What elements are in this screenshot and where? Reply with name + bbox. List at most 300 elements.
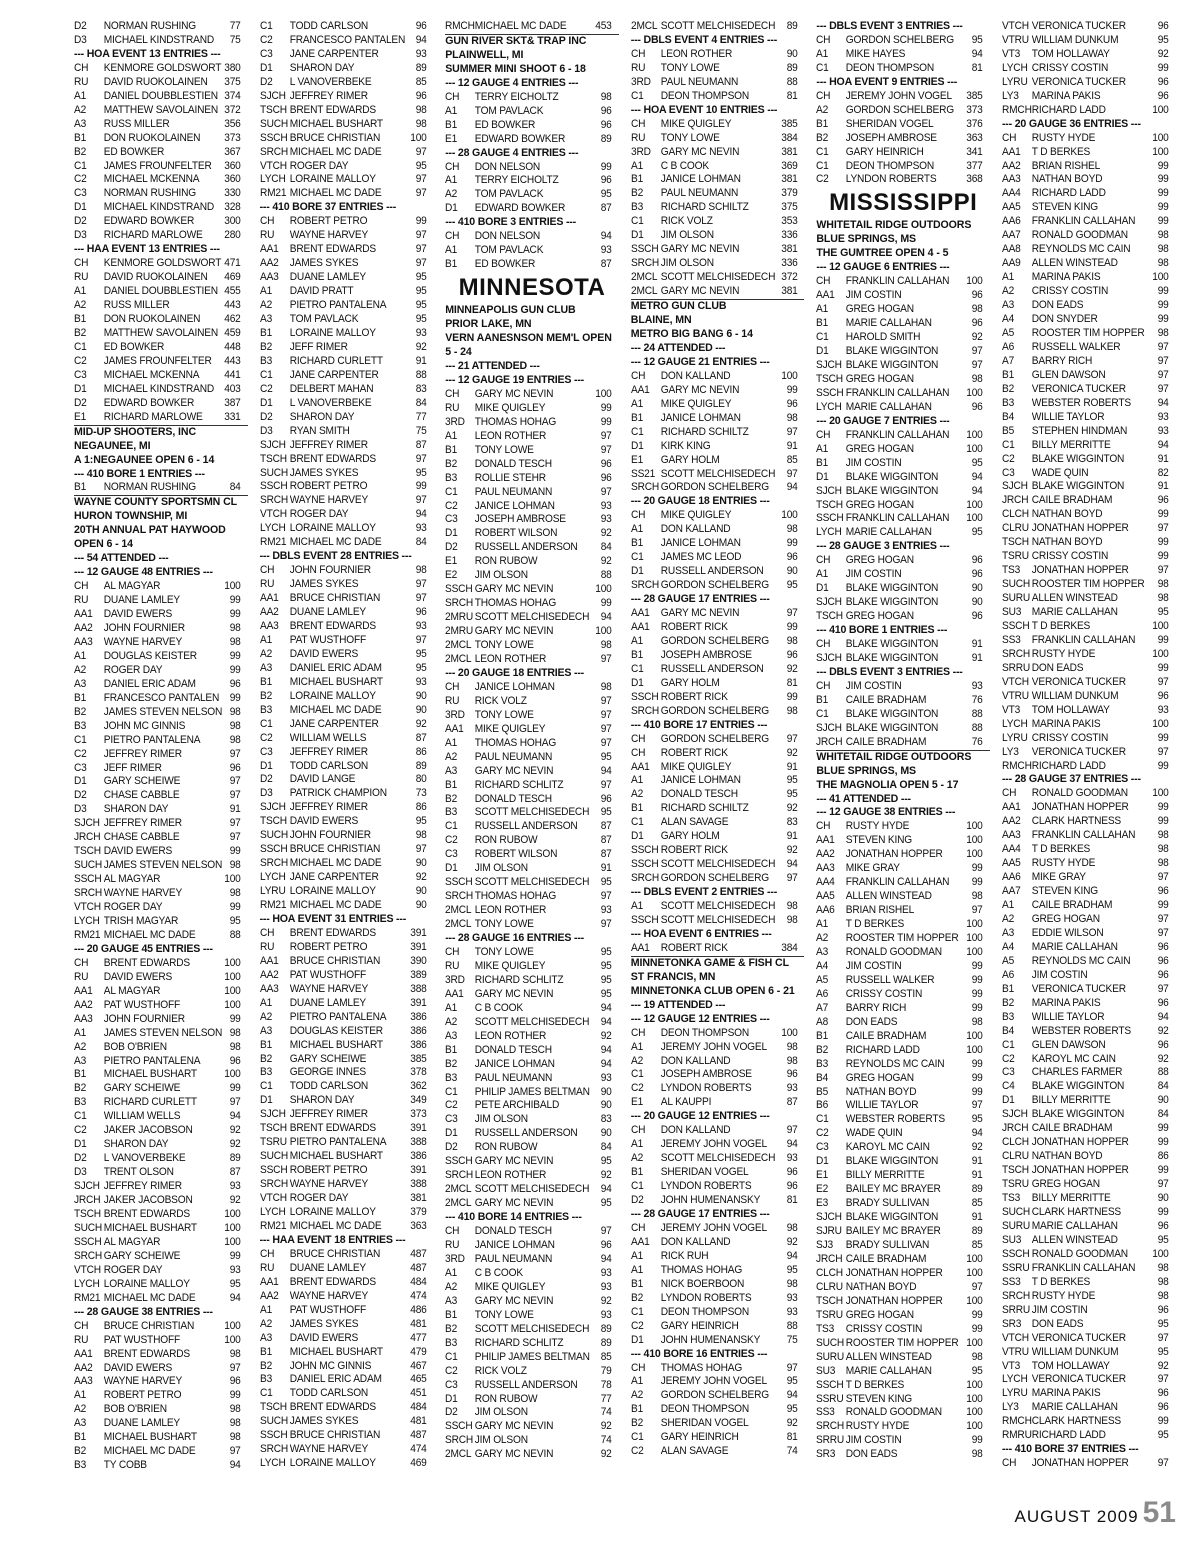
result-row — [260, 285, 427, 299]
shooter-name: DON SNYDER — [1031, 313, 1098, 326]
shooter-name: MARIE CALLAHAN — [1031, 1401, 1118, 1414]
score: 84 — [229, 481, 241, 494]
shooter-name: BRUCE CHRISTIAN — [289, 1429, 380, 1442]
shooter-name: RICHARD LADD — [1031, 187, 1106, 200]
shooter-name: JOHN HUMENANSKY — [660, 1333, 760, 1346]
shooter-name: ALLEN WINSTEAD — [1031, 592, 1118, 605]
score: 90 — [415, 899, 427, 912]
result-row — [445, 709, 612, 723]
event-header: --- 20 GAUGE 18 ENTRIES --- — [445, 666, 584, 679]
result-row — [631, 691, 798, 705]
score: 369 — [781, 159, 798, 172]
shooter-name: GORDON SCHELBERG — [660, 872, 769, 885]
score: 98 — [229, 705, 241, 718]
shooter-name: DAVID EWERS — [289, 1331, 358, 1344]
score: 75 — [229, 33, 241, 46]
class-code: B1 — [630, 1403, 643, 1416]
shooter-name: ED BOWKER — [474, 118, 536, 131]
class-code: D2 — [74, 396, 87, 409]
class-code: SSCH — [445, 876, 473, 889]
shooter-name: C B COOK — [474, 1001, 524, 1014]
score: 95 — [1157, 33, 1169, 46]
result-row — [260, 1457, 427, 1471]
shooter-name: TRISH MAGYAR — [103, 915, 179, 927]
class-code: AA1 — [259, 1275, 279, 1288]
class-code: A3 — [259, 1024, 272, 1037]
class-code: C2 — [1001, 452, 1015, 465]
result-row — [1002, 1373, 1169, 1387]
score: 94 — [972, 47, 984, 60]
result-row — [816, 1267, 983, 1281]
class-code: A1 — [630, 1040, 643, 1053]
class-code: C1 — [445, 1085, 458, 1098]
score: 99 — [786, 690, 798, 703]
class-code: A6 — [1001, 340, 1015, 353]
score: 386 — [409, 1038, 427, 1051]
score: 92 — [415, 871, 427, 884]
score: 95 — [415, 285, 427, 298]
shooter-name: RICK VOLZ — [474, 1364, 527, 1377]
shooter-name: BLAKE WIGGINTON — [1031, 480, 1125, 493]
result-row — [445, 1406, 612, 1420]
result-row — [816, 1002, 983, 1016]
results-column — [810, 20, 996, 1482]
class-code: SRCH — [259, 1443, 288, 1456]
result-row — [1002, 173, 1169, 187]
result-row — [74, 1055, 241, 1069]
score: 99 — [1157, 815, 1169, 828]
class-code: SJCH — [816, 1211, 843, 1224]
class-code: D1 — [445, 862, 458, 875]
class-code: C2 — [630, 1319, 644, 1332]
score: 81 — [786, 1431, 798, 1444]
class-code: TSRU — [1001, 550, 1029, 563]
score: 83 — [600, 1113, 612, 1126]
score: 90 — [415, 885, 427, 898]
score: 94 — [1157, 396, 1169, 409]
shooter-name: LYNDON ROBERTS — [660, 1180, 752, 1193]
score: 97 — [415, 843, 427, 856]
score: 95 — [1157, 606, 1169, 619]
score: 98 — [229, 1026, 241, 1039]
result-row — [631, 454, 798, 468]
result-row — [445, 890, 612, 904]
page-number: 51 — [1142, 1496, 1176, 1529]
result-row — [260, 564, 427, 578]
shooter-name: MICHAEL BUSHART — [289, 1038, 383, 1051]
score: 374 — [224, 89, 241, 102]
class-code: A6 — [816, 987, 829, 1000]
result-row — [1002, 1346, 1169, 1360]
shooter-name: TODD CARLSON — [289, 1080, 368, 1093]
score: 98 — [1157, 843, 1169, 856]
shooter-name: EDDIE WILSON — [1031, 926, 1104, 939]
issue-date: AUGUST 2009 — [1014, 1507, 1139, 1526]
class-code: B2 — [816, 131, 829, 144]
result-row — [816, 1211, 983, 1225]
shooter-name: JAMES MC LEOD — [660, 551, 742, 564]
class-code: VT3 — [1001, 47, 1021, 60]
score: 81 — [786, 1194, 798, 1207]
score: 84 — [600, 541, 612, 554]
shooter-name: DUANE LAMLEY — [289, 271, 366, 284]
event-header: --- 410 BORE 37 ENTRIES --- — [259, 201, 397, 214]
result-row — [260, 760, 427, 774]
result-row — [816, 443, 983, 457]
class-code: RM21 — [74, 928, 101, 941]
class-code: SJCH — [816, 596, 843, 609]
score: 84 — [415, 396, 427, 409]
score: 82 — [1157, 466, 1169, 479]
event-header: --- 28 GAUGE 3 ENTRIES --- — [816, 540, 950, 553]
shooter-name: LYNDON ROBERTS — [660, 1082, 752, 1095]
shooter-name: JEREMY JOHN VOGEL — [660, 1375, 767, 1388]
result-row — [1002, 732, 1169, 746]
score: 98 — [786, 634, 798, 647]
score: 99 — [229, 663, 241, 676]
shooter-name: WILLIAM WELLS — [289, 731, 366, 744]
result-row — [1002, 439, 1169, 453]
result-row — [631, 663, 798, 677]
result-row — [260, 243, 427, 257]
shooter-name: BLAKE WIGGINTON — [846, 1155, 939, 1168]
shooter-name: L VANOVERBEKE — [289, 75, 372, 88]
score: 89 — [786, 61, 798, 74]
result-row — [445, 388, 612, 402]
class-code: RU — [259, 578, 274, 591]
result-row — [1002, 1108, 1169, 1122]
result-row — [260, 620, 427, 634]
score: 91 — [972, 1211, 984, 1224]
shooter-name: GREG HOGAN — [846, 554, 915, 567]
shooter-name: JEFFREY RIMER — [103, 1180, 182, 1193]
result-row — [1002, 341, 1169, 355]
club-heading: A 1:NEGAUNEE OPEN 6 - 14 — [74, 453, 215, 466]
score: 99 — [786, 383, 798, 396]
score: 100 — [224, 1333, 241, 1346]
class-code: C3 — [816, 1141, 830, 1154]
result-row — [260, 815, 427, 829]
result-row — [74, 285, 241, 299]
score: 87 — [600, 258, 612, 271]
shooter-name: STEVEN KING — [846, 834, 913, 847]
result-row — [1002, 522, 1169, 536]
class-code: VTCH — [74, 1263, 101, 1276]
shooter-name: TOM HOLLAWAY — [1031, 47, 1110, 60]
result-row — [74, 1362, 241, 1376]
class-code: 2MCL — [445, 1197, 472, 1210]
result-row — [74, 1236, 241, 1250]
result-row — [260, 20, 427, 34]
shooter-name: BAILEY MC BRAYER — [846, 1183, 942, 1196]
class-code: AA9 — [1001, 257, 1021, 270]
class-code: JRCH — [816, 735, 843, 748]
shooter-name: ROOSTER TIM HOPPER — [1031, 578, 1145, 591]
score: 93 — [786, 1152, 798, 1165]
score: 100 — [966, 498, 984, 511]
result-row — [1002, 76, 1169, 90]
class-code: A2 — [259, 299, 272, 312]
result-row — [631, 1082, 798, 1096]
score: 98 — [1157, 578, 1169, 591]
score: 331 — [224, 410, 241, 423]
event-header: --- 12 GAUGE 4 ENTRIES --- — [445, 76, 579, 89]
shooter-name: DON RUOKOLAINEN — [103, 131, 201, 144]
result-row — [816, 1099, 983, 1113]
score: 97 — [415, 494, 427, 507]
score: 96 — [1157, 89, 1169, 102]
shooter-name: MIKE QUIGLEY — [660, 117, 732, 130]
shooter-name: DON KALLAND — [660, 1235, 731, 1248]
shooter-name: RON RUBOW — [474, 834, 538, 847]
class-code: C1 — [816, 707, 830, 720]
result-row — [1002, 606, 1169, 620]
result-row — [1002, 299, 1169, 313]
shooter-name: STEVEN KING — [1031, 885, 1098, 898]
score: 96 — [600, 457, 612, 470]
class-code: B1 — [74, 1431, 87, 1444]
shooter-name: JANE CARPENTER — [289, 717, 379, 730]
score: 86 — [415, 801, 427, 814]
score: 95 — [600, 1155, 612, 1168]
result-row — [816, 303, 983, 317]
shooter-name: ROBERT WILSON — [474, 527, 558, 540]
shooter-name: JIM OLSON — [660, 257, 714, 270]
class-code: LYCH — [1001, 717, 1028, 730]
result-row — [74, 775, 241, 789]
shooter-name: JONATHAN HOPPER — [1031, 564, 1129, 577]
shooter-name: PAUL NEUMANN — [474, 1071, 553, 1084]
class-code: SU3 — [1001, 1233, 1022, 1246]
shooter-name: NATHAN BOYD — [1031, 1150, 1103, 1163]
score: 373 — [224, 131, 241, 144]
class-code: B5 — [1001, 424, 1015, 437]
result-row — [74, 580, 241, 594]
class-code: D1 — [74, 382, 87, 395]
result-row — [445, 737, 612, 751]
shooter-name: BLAKE WIGGINTON — [1031, 1108, 1125, 1121]
shooter-name: BLAKE WIGGINTON — [846, 358, 939, 371]
score: 98 — [786, 1054, 798, 1067]
result-row — [631, 1403, 798, 1417]
result-row — [816, 1420, 983, 1434]
result-row — [445, 430, 612, 444]
shooter-name: BARRY RICH — [1031, 354, 1093, 367]
shooter-name: MICHAEL BUSHART — [289, 675, 383, 688]
event-header: --- 12 GAUGE 21 ENTRIES --- — [630, 355, 770, 368]
shooter-name: BLAKE WIGGINTON — [846, 721, 939, 734]
class-code: CLRU — [1001, 522, 1029, 535]
event-header: --- 12 GAUGE 38 ENTRIES --- — [816, 806, 956, 819]
event-header: --- HOA EVENT 10 ENTRIES --- — [630, 103, 778, 116]
score: 97 — [786, 467, 798, 480]
result-row — [260, 271, 427, 285]
class-code: C3 — [259, 47, 273, 60]
result-row — [816, 1072, 983, 1086]
result-row — [445, 806, 612, 820]
score: 95 — [600, 188, 612, 201]
class-code: SU3 — [816, 1364, 836, 1377]
shooter-name: RONALD GOODMAN — [1031, 229, 1128, 242]
score: 99 — [1157, 1122, 1169, 1135]
class-code: SRCH — [445, 1434, 474, 1447]
score: 95 — [600, 1197, 612, 1210]
shooter-name: JAMES STEVEN NELSON — [103, 1026, 223, 1039]
result-row — [1002, 313, 1169, 327]
score: 98 — [1157, 326, 1169, 339]
result-row — [74, 1278, 241, 1292]
score: 95 — [972, 1364, 984, 1377]
score: 384 — [781, 131, 798, 144]
shooter-name: JAMES FROUNFELTER — [103, 354, 212, 367]
result-row — [260, 146, 427, 160]
score: 97 — [229, 747, 241, 760]
class-code: CH — [445, 680, 460, 693]
shooter-name: MICHAEL KINDSTRAND — [103, 201, 215, 214]
class-code: CH — [259, 926, 274, 939]
shooter-name: GARY MC NEVIN — [660, 607, 740, 620]
score: 99 — [600, 415, 612, 428]
shooter-name: TONY LOWE — [474, 918, 534, 931]
score: 90 — [415, 703, 427, 716]
result-row — [631, 1096, 798, 1110]
shooter-name: TODD CARLSON — [289, 1387, 368, 1400]
shooter-name: SCOTT MELCHISEDECH — [660, 900, 776, 913]
score: 455 — [224, 285, 241, 298]
shooter-name: TODD CARLSON — [289, 759, 368, 772]
shooter-name: RICHARD MARLOWE — [103, 410, 203, 423]
result-row — [631, 1124, 798, 1138]
shooter-name: JANICE LOHMAN — [474, 680, 555, 693]
score: 481 — [409, 1317, 427, 1330]
score: 390 — [409, 954, 427, 967]
score: 85 — [972, 1239, 984, 1252]
class-code: CH — [816, 275, 831, 288]
shooter-name: GARY HOLM — [660, 676, 720, 689]
score: 330 — [224, 187, 241, 200]
result-row — [260, 1262, 427, 1276]
class-code: B1 — [630, 173, 643, 186]
result-row — [445, 416, 612, 430]
score: 98 — [1157, 243, 1169, 256]
shooter-name: JAMES SYKES — [289, 1415, 358, 1428]
score: 98 — [1157, 829, 1169, 842]
result-row — [260, 453, 427, 467]
result-row — [631, 285, 798, 299]
result-row — [260, 1360, 427, 1374]
class-code: LYCH — [259, 1206, 286, 1219]
score: 93 — [415, 522, 427, 535]
result-row — [445, 541, 612, 555]
result-row — [74, 397, 241, 411]
shooter-name: TOM HOLLAWAY — [1031, 703, 1110, 716]
shooter-name: BRUCE CHRISTIAN — [289, 843, 380, 856]
result-row — [631, 62, 798, 76]
score: 479 — [409, 1345, 427, 1358]
class-code: C2 — [259, 731, 273, 744]
score: 98 — [1157, 1261, 1169, 1274]
class-code: A1 — [259, 633, 272, 646]
result-row — [445, 244, 612, 258]
result-row — [445, 458, 612, 472]
score: 96 — [1157, 1038, 1169, 1051]
result-row — [445, 779, 612, 793]
shooter-name: SCOTT MELCHISEDECH — [474, 1322, 590, 1335]
shooter-name: BILLY MERRITTE — [1031, 1192, 1111, 1205]
shooter-name: BRADY SULLIVAN — [846, 1239, 930, 1252]
result-row — [631, 271, 798, 285]
class-code: A1 — [630, 900, 643, 913]
result-row — [74, 636, 241, 650]
class-code: D1 — [630, 1333, 644, 1346]
shooter-name: DEON THOMPSON — [846, 61, 935, 74]
shooter-name: DAVID EWERS — [103, 970, 173, 983]
class-code: SRCH — [630, 481, 659, 494]
score: 100 — [966, 932, 984, 945]
result-row — [74, 608, 241, 622]
result-row — [816, 429, 983, 443]
result-row — [74, 411, 241, 425]
result-row — [260, 118, 427, 132]
class-code: B2 — [74, 705, 87, 718]
score: 391 — [409, 1164, 427, 1177]
result-row — [260, 1401, 427, 1415]
shooter-name: STEPHEN HINDMAN — [1031, 424, 1128, 437]
result-row — [74, 1138, 241, 1152]
result-row — [260, 1206, 427, 1220]
shooter-name: ROOSTER TIM HOPPER — [1031, 326, 1145, 339]
shooter-name: CLARK HARTNESS — [1031, 1415, 1121, 1428]
class-code: TS3 — [1001, 1192, 1021, 1205]
result-row — [74, 1013, 241, 1027]
shooter-name: WILLIE TAYLOR — [846, 1099, 919, 1112]
shooter-name: RONALD GOODMAN — [1031, 787, 1128, 800]
class-code: B5 — [816, 1085, 829, 1098]
shooter-name: BRIAN RISHEL — [846, 904, 915, 917]
score: 92 — [786, 844, 798, 857]
shooter-name: GARY SCHEIWE — [103, 775, 181, 788]
score: 391 — [409, 996, 427, 1009]
class-code: LYCH — [1001, 1373, 1028, 1386]
class-code: B4 — [1001, 1024, 1015, 1037]
result-row — [445, 793, 612, 807]
score: 97 — [600, 736, 612, 749]
shooter-name: ROBERT PETRO — [289, 1164, 367, 1177]
class-code: SSCH — [816, 1378, 844, 1391]
score: 469 — [409, 1457, 427, 1470]
class-code: SRCH — [259, 494, 288, 507]
shooter-name: SHARON DAY — [289, 410, 354, 423]
result-row — [816, 820, 983, 834]
result-row — [260, 1066, 427, 1080]
result-row — [816, 1086, 983, 1100]
class-code: AA6 — [1001, 215, 1021, 228]
class-code: TSCH — [1001, 536, 1029, 549]
club-heading: OPEN 6 - 14 — [74, 538, 133, 551]
shooter-name: GEORGE INNES — [289, 1066, 366, 1079]
score: 99 — [1157, 633, 1169, 646]
class-code: AA3 — [1001, 829, 1021, 842]
result-row — [260, 1373, 427, 1387]
score: 100 — [1152, 717, 1169, 730]
shooter-name: EDWARD BOWKER — [103, 396, 195, 409]
score: 94 — [786, 1138, 798, 1151]
result-row — [260, 397, 427, 411]
class-code: D2 — [74, 20, 87, 32]
shooter-name: T D BERKES — [1031, 145, 1091, 158]
class-code: RU — [259, 1261, 274, 1274]
result-row — [1002, 1178, 1169, 1192]
